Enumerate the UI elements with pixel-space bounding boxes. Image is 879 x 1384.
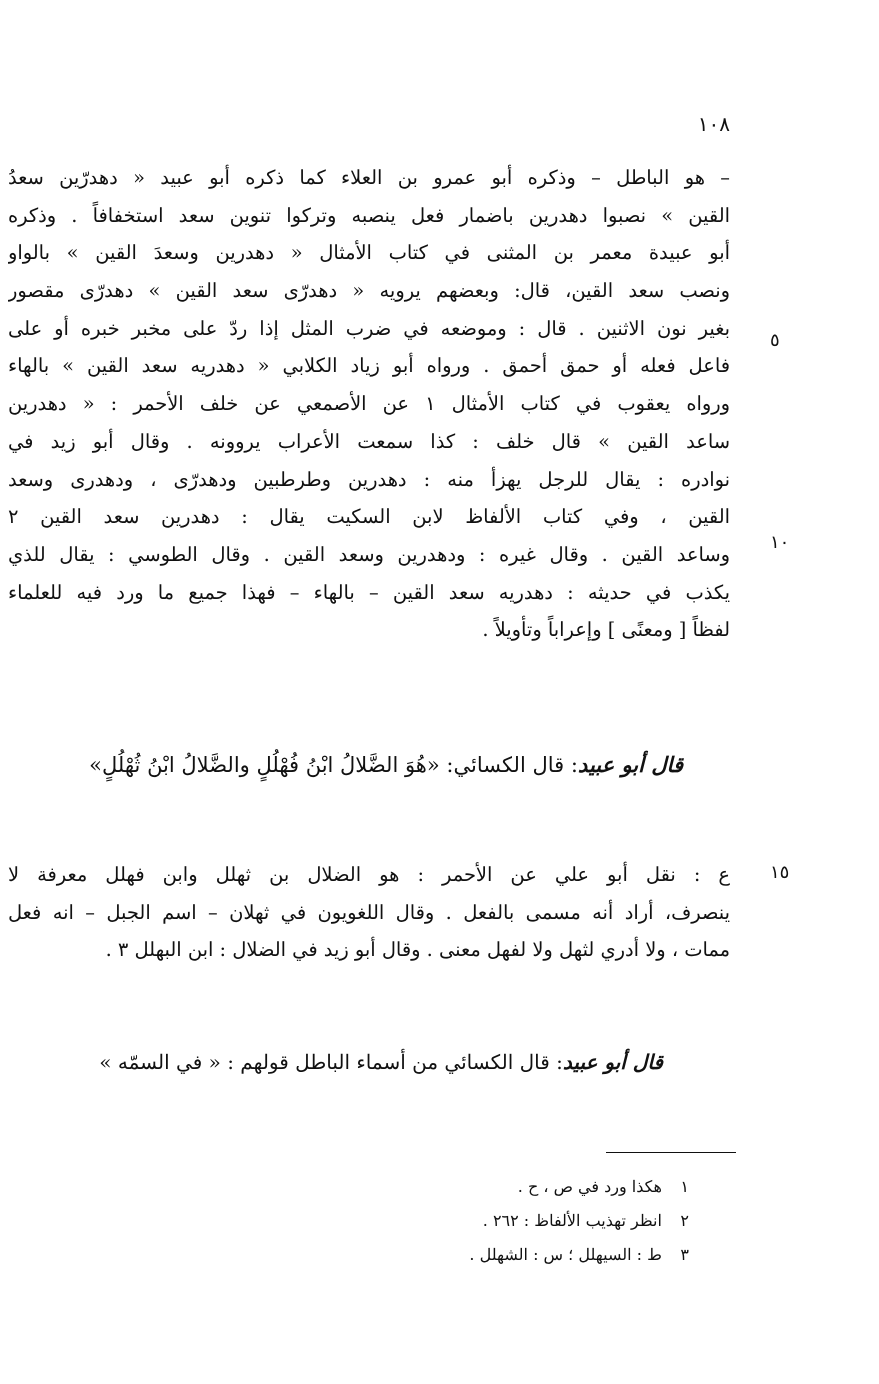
text-line: ساعد القين » قال خلف : كذا سمعت الأعراب يروونه . وقال أبو زيد في (8, 429, 730, 453)
footnote-text: ط : السيهلل ؛ س : الشهلل . (469, 1245, 662, 1264)
heading-speaker: قال أبو عبيد (562, 1050, 663, 1074)
text-line: نوادره : يقال للرجل يهزأ منه : دهدرين وطرطبين ودهدرّى ، ودهدرى وسعد (8, 467, 730, 491)
text-line: ونصب سعد القين، قال: وبعضهم يرويه « دهدرّى سعد القين » دهدرّى مقصور (8, 279, 730, 303)
text-line: ورواه يعقوب في كتاب الأمثال ١ عن الأصمعي عن خلف الأحمر : « دهدرين (8, 392, 730, 416)
commentary-paragraph-2 (8, 856, 730, 969)
text-line: يكذب في حديثه : دهدريه سعد القين – بالهاء – فهذا جميع ما ورد فيه للعلماء (8, 580, 730, 604)
footnote-number: ١ (680, 1177, 689, 1196)
text-line: القين ، وفي كتاب الألفاظ لابن السكيت يقال : دهدرين سعد القين ٢ (8, 505, 730, 529)
line-marker-5: ٥ (770, 330, 780, 351)
footnote-item (289, 1170, 689, 1204)
footnote-item (289, 1238, 689, 1272)
heading-text: : قال الكسائي من أسماء الباطل قولهم : « في السمّه » (99, 1050, 563, 1074)
text-line: فاعل فعله أو حمق أحمق . ورواه أبو زياد الكلابي « دهدريه سعد القين » بالهاء (8, 354, 730, 378)
text-line: ينصرف، أراد أنه مسمى بالفعل . وقال اللغويون في ثهلان – اسم الجبل – انه فعل (8, 900, 730, 924)
commentary-paragraph-1 (8, 159, 730, 649)
heading-text: : قال الكسائي: «هُوَ الضَّلالُ ابْنُ فُهْلُلٍ والضَّلالُ ابْنُ ثُهْلُلٍ» (89, 753, 578, 777)
footnotes (289, 1170, 689, 1272)
footnote-text: هكذا ورد في ص ، ح . (517, 1177, 662, 1196)
proverb-heading-2 (0, 1050, 663, 1074)
text-line: القين » نصبوا دهدرين باضمار فعل ينصبه وتركوا تنوين سعد استخفافاً . وذكره (8, 203, 730, 227)
page-number: ١٠٨ (697, 112, 730, 136)
text-line: ممات ، ولا أدري لثهل ولا لفهل معنى . وقال أبو زيد في الضلال : ابن البهلل ٣ . (105, 938, 730, 962)
proverb-heading-1 (3, 752, 683, 777)
footnote-item (289, 1204, 689, 1238)
footnote-text: انظر تهذيب الألفاظ : ٢٦٢ . (482, 1211, 662, 1230)
text-line: – هو الباطل – وذكره أبو عمرو بن العلاء كما ذكره أبو عبيد « دهدرّين سعدُ (8, 166, 730, 189)
line-marker-10: ١٠ (770, 532, 790, 553)
text-line: لفظاً [ ومعنًى ] وإعراباً وتأويلاً . (482, 618, 730, 642)
text-line: بغير نون الاثنين . قال : وموضعه في ضرب المثل إذا ردّ على مخبر خبره أو على (8, 316, 730, 340)
text-line: وساعد القين . وقال غيره : ودهدرين وسعد القين . وقال الطوسي : يقال للذي (8, 542, 730, 566)
line-marker-15: ١٥ (770, 862, 790, 883)
text-line: ع : نقل أبو علي عن الأحمر : هو الضلال بن ثهلل وابن فهلل معرفة لا (8, 863, 730, 886)
footnote-number: ٣ (680, 1245, 689, 1264)
heading-speaker: قال أبو عبيد (577, 752, 683, 777)
text-line: أبو عبيدة معمر بن المثنى في كتاب الأمثال « دهدرين وسعدَ القين » بالواو (8, 241, 730, 265)
footnote-divider (606, 1152, 736, 1153)
footnote-number: ٢ (680, 1211, 689, 1230)
